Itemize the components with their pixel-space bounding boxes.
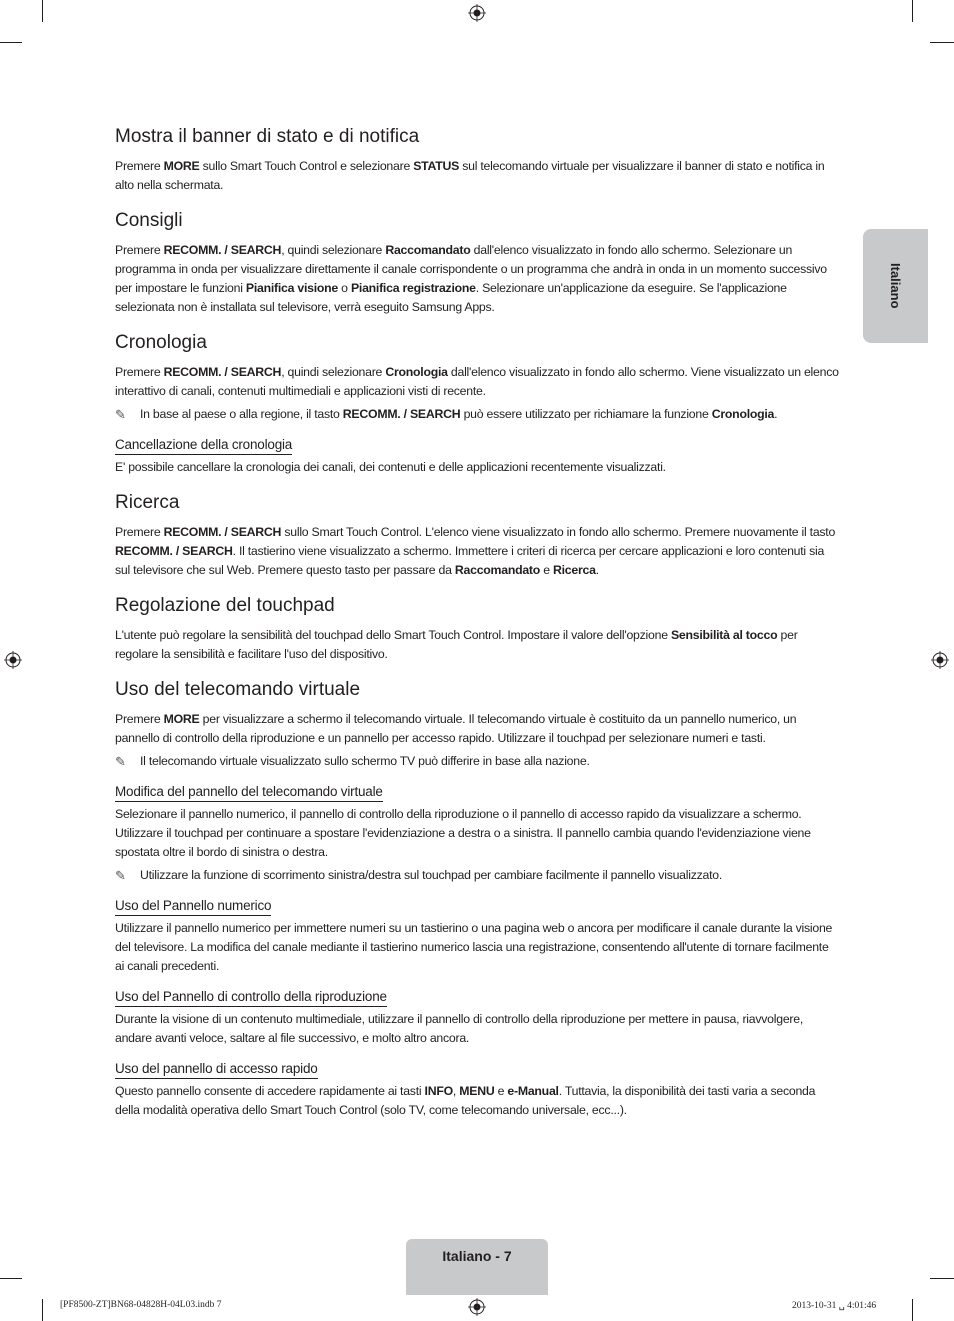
paragraph [115, 710, 840, 748]
text-run: . Il tastierino viene visualizzato a schermo. Immettere i criteri di ricerca per cercare applicazioni e loro contenuti sia sul televisore che sul Web. Premere questo tasto per passare da [115, 544, 825, 577]
note-text [140, 752, 840, 771]
footer-timestamp: 2013-10-31 ␣ 4:01:46 [792, 1301, 877, 1311]
text-run: Premere [115, 712, 164, 726]
text-run: . Selezionare un'applicazione da eseguire. Se l'applicazione selezionata non è installata sul televisore, verrà eseguito Samsung Apps. [115, 281, 787, 314]
text-run: per visualizzare a schermo il telecomando virtuale. Il telecomando virtuale è costituito da un pannello numerico, un pannello di controllo della riproduzione e un pannello per accesso rapido. Utilizzare il touchpad per selezionare numeri e tasti. [115, 712, 797, 745]
registration-mark-icon [468, 4, 486, 22]
crop-mark [42, 0, 43, 22]
section-heading: Ricerca [115, 492, 180, 513]
paragraph [115, 1010, 840, 1048]
bold-term: RECOMM. / SEARCH [342, 407, 461, 421]
bold-term: Cronologia [711, 407, 775, 421]
section [115, 330, 840, 477]
text-run: , quindi selezionare [281, 243, 386, 257]
section-heading: Regolazione del touchpad [115, 595, 335, 616]
manual-content [115, 124, 840, 1133]
bold-term: RECOMM. / SEARCH [163, 525, 282, 539]
crop-mark [0, 1278, 22, 1279]
section [115, 593, 840, 664]
bold-term: RECOMM. / SEARCH [115, 544, 233, 558]
bold-term: MENU [459, 1084, 495, 1098]
subsection-heading: Modifica del pannello del telecomando virtuale [115, 783, 383, 802]
note-text [140, 866, 840, 885]
bold-term: Sensibilità al tocco [670, 628, 778, 642]
section [115, 677, 840, 1120]
text-run: Utilizzare la funzione di scorrimento sinistra/destra sul touchpad per cambiare facilmente il pannello visualizzato. [140, 868, 723, 882]
bold-term: INFO [424, 1084, 453, 1098]
text-run: E' possibile cancellare la cronologia dei canali, dei contenuti e delle applicazioni recentemente visualizzati. [115, 460, 666, 474]
bold-term: RECOMM. / SEARCH [163, 243, 282, 257]
bold-term: Pianifica registrazione [350, 281, 476, 295]
bold-term: Ricerca [552, 563, 596, 577]
section-heading: Uso del telecomando virtuale [115, 679, 361, 700]
text-run: per regolare la sensibilità e facilitare l'uso del dispositivo. [115, 628, 798, 661]
subsection-heading: Uso del Pannello di controllo della riproduzione [115, 988, 387, 1007]
text-run: dall'elenco visualizzato in fondo allo schermo. Viene visualizzato un elenco interattivo di canali, contenuti multimediali e applicazioni visti di recente. [115, 365, 839, 398]
text-run: Selezionare il pannello numerico, il pannello di controllo della riproduzione o il pannello di accesso rapido da visualizzare a schermo. [115, 807, 802, 821]
text-run: Premere [115, 159, 164, 173]
paragraph [115, 824, 840, 862]
page-number-label: Italiano - 7 [442, 1248, 512, 1264]
bold-term: Pianifica visione [245, 281, 339, 295]
text-run: Utilizzare il touchpad per continuare a spostare l'evidenziazione a destra o a sinistra. Il pannello cambia quando l'evidenziazione viene spostata oltre il bordo di sinistra o destra. [115, 826, 811, 859]
text-run: Questo pannello consente di accedere rapidamente ai tasti [115, 1084, 425, 1098]
crop-mark [930, 42, 954, 43]
text-run: e [540, 563, 553, 577]
note-text [140, 405, 840, 424]
paragraph [115, 363, 840, 401]
bold-term: MORE [163, 712, 200, 726]
bold-term: Cronologia [385, 365, 448, 379]
text-run: . Tuttavia, la disponibilità dei tasti varia a seconda della modalità operativa dello Smart Touch Control (solo TV, come telecomando universale, ecc...). [115, 1084, 816, 1117]
text-run: o [338, 281, 351, 295]
paragraph [115, 919, 840, 976]
subsection-heading: Uso del pannello di accesso rapido [115, 1060, 318, 1079]
crop-mark [0, 42, 22, 43]
text-run: e [494, 1084, 508, 1098]
paragraph [115, 523, 840, 580]
bold-term: RECOMM. / SEARCH [163, 365, 282, 379]
text-run: . [595, 563, 599, 577]
paragraph [115, 458, 840, 477]
bold-term: MORE [163, 159, 200, 173]
text-run: Premere [115, 365, 164, 379]
crop-mark [912, 0, 913, 22]
footer-file-info: [PF8500-ZT]BN68-04828H-04L03.indb 7 [60, 1300, 222, 1310]
text-run: L'utente può regolare la sensibilità del touchpad dello Smart Touch Control. Impostare il valore dell'opzione [115, 628, 671, 642]
registration-mark-icon [931, 651, 949, 669]
bold-term: STATUS [413, 159, 460, 173]
language-side-tab-label: Italiano [888, 263, 903, 309]
registration-mark-icon [4, 651, 22, 669]
section [115, 124, 840, 195]
paragraph [115, 626, 840, 664]
note [115, 405, 840, 424]
paragraph [115, 241, 840, 317]
paragraph [115, 805, 840, 824]
pencil-note-icon: ✎ [115, 868, 126, 883]
pencil-note-icon: ✎ [115, 407, 126, 422]
bold-term: Raccomandato [385, 243, 471, 257]
language-side-tab [863, 229, 928, 343]
text-run: sullo Smart Touch Control e selezionare [199, 159, 414, 173]
text-run: , [452, 1084, 460, 1098]
text-run: Premere [115, 243, 164, 257]
section-heading: Cronologia [115, 332, 207, 353]
section [115, 208, 840, 317]
subsection-heading: Uso del Pannello numerico [115, 897, 271, 916]
paragraph [115, 157, 840, 195]
crop-mark [930, 1278, 954, 1279]
text-run: Utilizzare il pannello numerico per immettere numeri su un tastierino o una pagina web o ancora per modificare il canale durante la visione del televisore. La modifica del canale mediante il tastierino numerico lascia una registrazione, consentendo all'utente di tornare facilmente ai canali precedenti. [115, 921, 833, 973]
text-run: dall'elenco visualizzato in fondo allo schermo. Selezionare un programma in onda per visualizzare direttamente il canale corrispondente o un programma che andrà in onda in un momento successivo per impostare le funzioni [115, 243, 827, 295]
text-run: . [774, 407, 778, 421]
bold-term: Raccomandato [454, 563, 541, 577]
text-run: sullo Smart Touch Control. L'elenco viene visualizzato in fondo allo schermo. Premere nuovamente il tasto [281, 525, 836, 539]
subsection-heading: Cancellazione della cronologia [115, 436, 292, 455]
page-number-tab [406, 1239, 548, 1295]
bold-term: e-Manual [507, 1084, 559, 1098]
text-run: Premere [115, 525, 164, 539]
note [115, 752, 840, 771]
registration-mark-icon [468, 1298, 486, 1316]
text-run: , quindi selezionare [281, 365, 386, 379]
crop-mark [912, 1299, 913, 1321]
text-run: In base al paese o alla regione, il tasto [140, 407, 343, 421]
text-run: può essere utilizzato per richiamare la funzione [460, 407, 712, 421]
section-heading: Consigli [115, 210, 183, 231]
crop-mark [42, 1299, 43, 1321]
paragraph [115, 1082, 840, 1120]
section-heading: Mostra il banner di stato e di notifica [115, 126, 420, 147]
section [115, 490, 840, 580]
pencil-note-icon: ✎ [115, 754, 126, 769]
note [115, 866, 840, 885]
text-run: Il telecomando virtuale visualizzato sullo schermo TV può differire in base alla nazione. [140, 754, 590, 768]
text-run: sul telecomando virtuale per visualizzare il banner di stato e notifica in alto nella schermata. [115, 159, 825, 192]
text-run: Durante la visione di un contenuto multimediale, utilizzare il pannello di controllo della riproduzione per mettere in pausa, riavvolgere, andare avanti veloce, saltare al file successivo, e molto altro ancora. [115, 1012, 804, 1045]
